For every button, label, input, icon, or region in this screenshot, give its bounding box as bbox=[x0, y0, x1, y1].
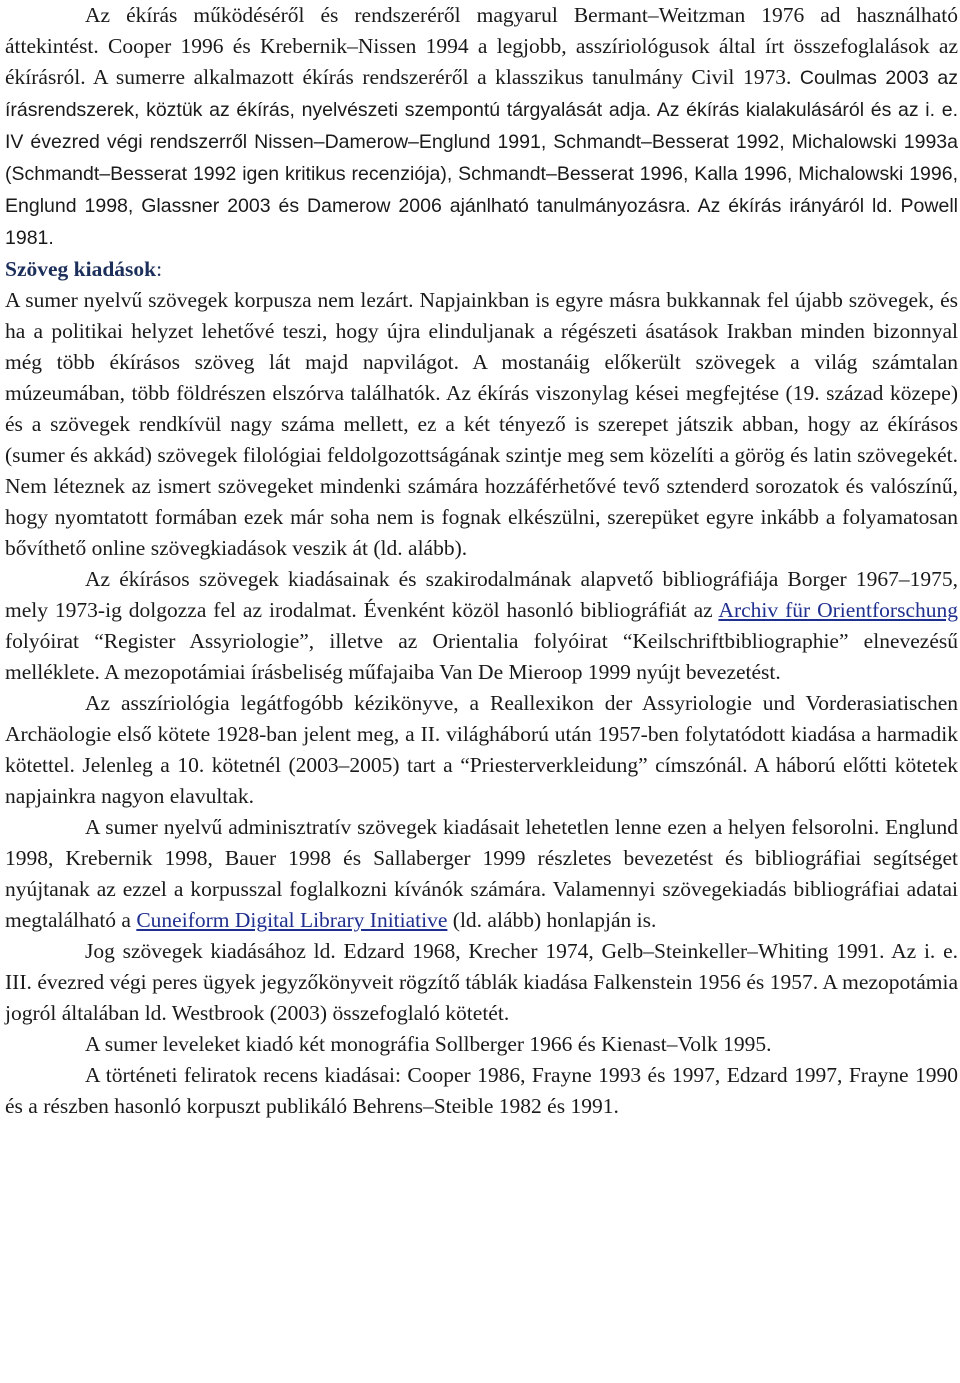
paragraph-administrative-texts bbox=[5, 812, 958, 936]
cdli-link[interactable]: Cuneiform Digital Library Initiative bbox=[136, 908, 448, 932]
paragraph-reallexikon: Az asszíriológia legátfogóbb kézikönyve, a Reallexikon der Assyriologie und Vorderasiatischen Archäologie első kötete 1928-ban jelent meg, a II. világháború után 1957-ben folytatódott kiadása a harmadik kötettel. Jelenleg a 10. kötetnél (2003–2005) tart a “Priesterverkleidung” címszónál. A háború előtti kötetek napjainkra nagyon elavultak. bbox=[5, 691, 958, 808]
archiv-fur-orientforschung-link[interactable]: Archiv für Orientforschung bbox=[718, 598, 958, 622]
paragraph-administrative-before: A sumer nyelvű adminisztratív szövegek kiadásait lehetetlen lenne ezen a helyen felsorolni. Englund 1998, Krebernik 1998, Bauer 1998 és Sallaberger 1999 részletes bevezetést és bibliográfiai segítséget nyújtanak az ezzel a korpusszal foglalkozni kívánók számára. Valamennyi szövegekiadás bibliográfiai adatai megtalálható a bbox=[5, 815, 958, 932]
section-heading-colon: : bbox=[156, 257, 163, 281]
paragraph-legal-texts: Jog szövegek kiadásához ld. Edzard 1968, Krecher 1974, Gelb–Steinkeller–Whiting 1991. Az i. e. III. évezred végi peres ügyek jegyzőkönyveit rögzítő táblák kiadása Falkenstein 1956 és 1957. A mezopotámia jogról általában ld. Westbrook (2003) összefoglaló kötetét. bbox=[5, 939, 958, 1025]
section-heading-label: Szöveg kiadások bbox=[5, 257, 157, 281]
paragraph-script-overview-part2: Coulmas 2003 az írásrendszerek, köztük az ékírás, nyelvészeti szempontú tárgyalását adja. Az ékírás kialakulásáról és az i. e. IV évezred végi rendszerről Nissen–Damerow–Englund 1991, Schmandt–Besserat 1992, Michalowski 1993a (Schmandt–Besserat 1992 igen kritikus recenziója), Schmandt–Besserat 1996, Kalla 1996, Michalowski 1996, Englund 1998, Glassner 2003 és Damerow 2006 ajánlható tanulmányozásra. Az ékírás irányáról ld. Powell 1981. bbox=[5, 67, 958, 249]
paragraph-letters: A sumer leveleket kiadó két monográfia Sollberger 1966 és Kienast–Volk 1995. bbox=[85, 1032, 772, 1056]
paragraph-bibliography bbox=[5, 564, 958, 688]
paragraph-corpus: A sumer nyelvű szövegek korpusza nem lezárt. Napjainkban is egyre másra bukkannak fel újabb szövegek, és ha a politikai helyzet lehetővé teszi, hogy újra elinduljanak a régészeti ásatások Irakban minden bizonnyal még több ékírásos szöveg lát majd napvilágot. A mostanáig előkerült szövegek a világ számtalan múzeumában, több földrészen elszórva találhatók. Az ékírás viszonylag kései megfejtése (19. század közepe) és a szövegek rendkívül nagy száma mellett, ez a két tényező is szerepet játszik abban, hogy az ékírásos (sumer és akkád) szövegek filológiai feldolgozottságának szintje meg sem közelíti a görög és latin szövegekét. Nem léteznek az ismert szövegeket mindenki számára hozzáférhetővé tevő sztenderd sorozatok és valószínű, hogy nyomtatott formában ezek már soha nem is fognak elkészülni, szerepüket egyre inkább a folyamatosan bővíthető online szövegkiadások veszik át (ld. alább). bbox=[5, 288, 958, 560]
document-page bbox=[5, 0, 958, 1122]
paragraph-administrative-after: (ld. alább) honlapján is. bbox=[447, 908, 657, 932]
paragraph-script-overview-part1: Az ékírás működéséről és rendszeréről magyarul Bermant–Weitzman 1976 ad használható áttekintést. Cooper 1996 és Krebernik–Nissen 1994 a legjobb, asszíriológusok által írt összefoglalások az ékírásról. A sumerre alkalmazott ékírás rendszeréről a klasszikus tanulmány Civil 1973. bbox=[5, 3, 958, 89]
paragraph-bibliography-before: Az ékírásos szövegek kiadásainak és szakirodalmának alapvető bibliográfiája Borger 1967–1975, mely 1973-ig dolgozza fel az irodalmat. Évenként közöl hasonló bibliográfiát az bbox=[5, 567, 958, 622]
paragraph-historical-inscriptions: A történeti feliratok recens kiadásai: Cooper 1986, Frayne 1993 és 1997, Edzard 1997, Frayne 1990 és a részben hasonló korpuszt publikáló Behrens–Steible 1982 és 1991. bbox=[5, 1063, 958, 1118]
section-heading bbox=[5, 254, 958, 285]
paragraph-bibliography-after: folyóirat “Register Assyriologie”, illetve az Orientalia folyóirat “Keilschriftbibliographie” elnevezésű melléklete. A mezopotámiai írásbeliség műfajaiba Van De Mieroop 1999 nyújt bevezetést. bbox=[5, 629, 958, 684]
paragraph-script-overview bbox=[5, 0, 958, 254]
